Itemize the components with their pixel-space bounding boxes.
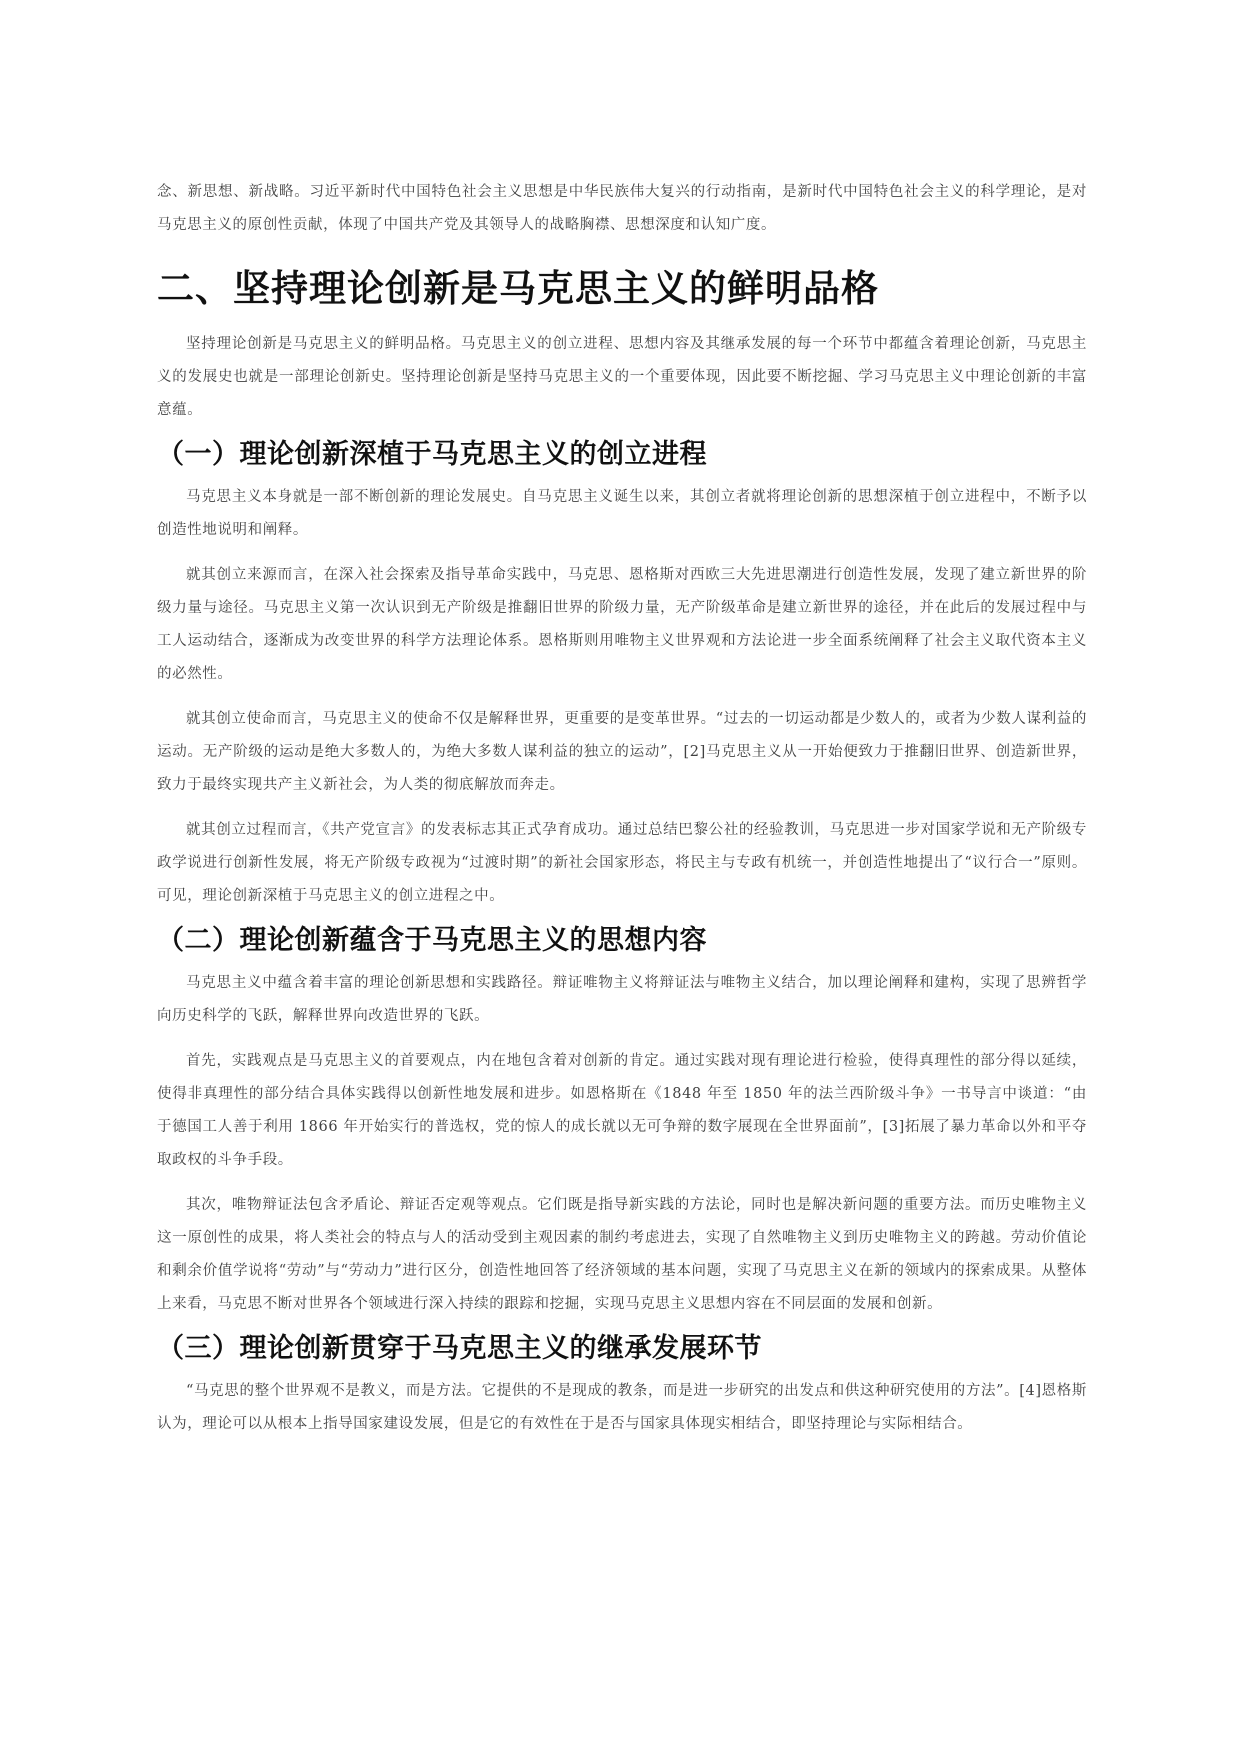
subsection-1-paragraph-2: 就其创立来源而言，在深入社会探索及指导革命实践中，马克思、恩格斯对西欧三大先进思潮进行创造性发展，发现了建立新世界的阶级力量与途径。马克思主义第一次认识到无产阶级是推翻旧世界的阶级力量，无产阶级革命是建立新世界的途径，并在此后的发展过程中与工人运动结合，逐渐成为改变世界的科学方法理论体系。恩格斯则用唯物主义世界观和方法论进一步全面系统阐释了社会主义取代资本主义的必然性。 — [157, 567, 1087, 682]
subsection-2-heading: （二）理论创新蕴含于马克思主义的思想内容 — [157, 925, 707, 956]
intro-paragraph: 念、新思想、新战略。习近平新时代中国特色社会主义思想是中华民族伟大复兴的行动指南，是新时代中国特色社会主义的科学理论，是对马克思主义的原创性贡献，体现了中国共产党及其领导人的战略胸襟、思想深度和认知广度。 — [157, 184, 1087, 233]
subsection-1-paragraph-4: 就其创立过程而言，《共产党宣言》的发表标志其正式孕育成功。通过总结巴黎公社的经验教训，马克思进一步对国家学说和无产阶级专政学说进行创新性发展，将无产阶级专政视为“过渡时期”的新社会国家形态，将民主与专政有机统一，并创造性地提出了“议行合一”原则。可见，理论创新深植于马克思主义的创立进程之中。 — [157, 822, 1087, 904]
document-page — [157, 176, 1087, 1441]
subsection-2-paragraph-2: 首先，实践观点是马克思主义的首要观点，内在地包含着对创新的肯定。通过实践对现有理论进行检验，使得真理性的部分得以延续，使得非真理性的部分结合具体实践得以创新性地发展和进步。如恩格斯在《1848 年至 1850 年的法兰西阶级斗争》一书导言中谈道：“由于德国工人善于利用 1866 年开始实行的普选权，党的惊人的成长就以无可争辩的数字展现在全世界面前”，[3]拓展了暴力革命以外和平夺取政权的斗争手段。 — [157, 1053, 1087, 1168]
subsection-2-paragraph-1: 马克思主义中蕴含着丰富的理论创新思想和实践路径。辩证唯物主义将辩证法与唯物主义结合，加以理论阐释和建构，实现了思辨哲学向历史科学的飞跃，解释世界向改造世界的飞跃。 — [157, 975, 1087, 1024]
subsection-3-paragraph-1: “马克思的整个世界观不是教义，而是方法。它提供的不是现成的教条，而是进一步研究的出发点和供这种研究使用的方法”。[4]恩格斯认为，理论可以从根本上指导国家建设发展，但是它的有效性在于是否与国家具体现实相结合，即坚持理论与实际相结合。 — [157, 1383, 1087, 1432]
subsection-1-heading: （一）理论创新深植于马克思主义的创立进程 — [157, 439, 707, 470]
subsection-3-heading: （三）理论创新贯穿于马克思主义的继承发展环节 — [157, 1333, 762, 1364]
subsection-1-paragraph-3: 就其创立使命而言，马克思主义的使命不仅是解释世界，更重要的是变革世界。“过去的一切运动都是少数人的，或者为少数人谋利益的运动。无产阶级的运动是绝大多数人的，为绝大多数人谋利益的独立的运动”，[2]马克思主义从一开始便致力于推翻旧世界、创造新世界，致力于最终实现共产主义新社会，为人类的彻底解放而奔走。 — [157, 711, 1087, 793]
subsection-1-paragraph-1: 马克思主义本身就是一部不断创新的理论发展史。自马克思主义诞生以来，其创立者就将理论创新的思想深植于创立进程中，不断予以创造性地说明和阐释。 — [157, 489, 1087, 538]
subsection-2-paragraph-3: 其次，唯物辩证法包含矛盾论、辩证否定观等观点。它们既是指导新实践的方法论，同时也是解决新问题的重要方法。而历史唯物主义这一原创性的成果，将人类社会的特点与人的活动受到主观因素的制约考虑进去，实现了自然唯物主义到历史唯物主义的跨越。劳动价值论和剩余价值学说将“劳动”与“劳动力”进行区分，创造性地回答了经济领域的基本问题，实现了马克思主义在新的领域内的探索成果。从整体上来看，马克思不断对世界各个领域进行深入持续的跟踪和挖掘，实现马克思主义思想内容在不同层面的发展和创新。 — [157, 1197, 1087, 1312]
section-2-paragraph-1: 坚持理论创新是马克思主义的鲜明品格。马克思主义的创立进程、思想内容及其继承发展的每一个环节中都蕴含着理论创新，马克思主义的发展史也就是一部理论创新史。坚持理论创新是坚持马克思主义的一个重要体现，因此要不断挖掘、学习马克思主义中理论创新的丰富意蕴。 — [157, 336, 1087, 418]
section-2-heading: 二、坚持理论创新是马克思主义的鲜明品格 — [157, 267, 879, 310]
